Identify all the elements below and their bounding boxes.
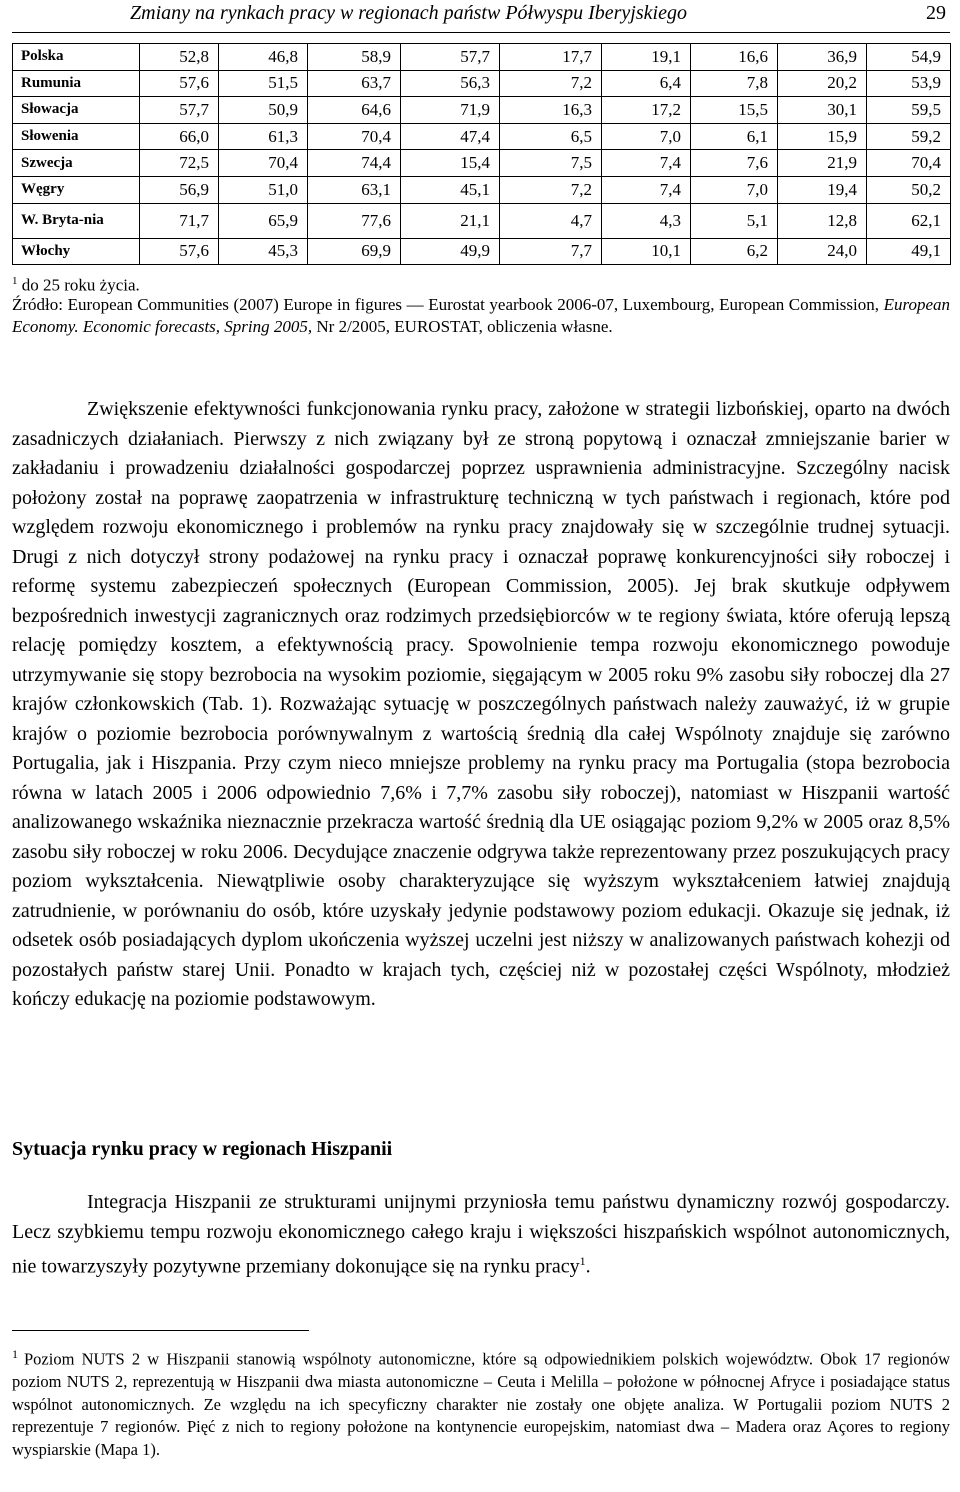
source-text-italic: European Economy. Economic forecasts, Spring 2005, [12,295,950,336]
footnote-text: Poziom NUTS 2 w Hiszpanii stanowią wspólnoty autonomiczne, które są odpowiednikiem polskich województw. Obok 17 regionów poziom NUTS 2, reprezentują w Hiszpanii dwa miasta autonomiczne – Ceuta i Melilla – położone w północnej Afryce i posiadające status wspólnot autonomicznych. Ze względu na ich specyficzny charakter nie zostały one objęte analiza. W Portugalii poziom NUTS 2 reprezentuje 7 regionów. Pięć z nich to regiony położone na kontynencie europejskim, natomiast dwa – Madera oraz Açores to regiony wyspiarskie (Mapa 1). [12,1349,950,1459]
paragraph-2-end: . [585,1255,591,1278]
value-cell: 7,7 [500,238,602,265]
value-cell: 17,7 [500,44,602,71]
value-cell: 30,1 [778,97,867,124]
value-cell: 46,8 [219,44,308,71]
value-cell: 6,4 [602,70,691,97]
value-cell: 77,6 [308,203,401,238]
value-cell: 71,7 [140,203,219,238]
paragraph-1: Zwiększenie efektywności funkcjonowania rynku pracy, założone w strategii lizbońskiej, oparto na dwóch zasadniczych działaniach. Pierwszy z nich związany był ze stroną popytową i oznaczał zmniejszanie barier w zakładaniu i prowadzeniu działalności gospodarczej poprzez usprawnienia administracyjne. Szczególny nacisk położony został na poprawę zaopatrzenia w infrastrukturę techniczną w tych państwach i regionach, które pod względem rozwoju ekonomicznego i problemów na rynku pracy znajdowały się w szczególnie trudnej sytuacji. Drugi z nich dotyczył strony podażowej na rynku pracy i oznaczał poprawę konkurencyjności siły roboczej i reformę systemu zabezpieczeń społecznych (European Commission, 2005). Jej brak skutkuje odpływem bezpośrednich inwestycji zagranicznych oraz rodzimych przedsiębiorców w te regiony świata, które oferują lepszą relację pomiędzy kosztem, a efektywnością pracy. Spowolnienie tempa rozwoju ekonomicznego powoduje utrzymywanie się stopy bezrobocia na wysokim poziomie, sięgającym w 2005 roku 9% zasobu siły roboczej dla 27 krajów członkowskich (Tab. 1). Rozważając sytuację w poszczególnych państwach należy zauważyć, iż w grupie krajów o poziomie bezrobocia porównywalnym z wartością średnią dla całej Wspólnoty znajduje się zarówno Portugalia, jak i Hiszpania. Przy czym nieco mniejsze problemy na rynku pracy ma Portugalia (stopa bezrobocia równa w latach 2005 i 2006 odpowiednio 7,6% i 7,7% zasobu siły roboczej), natomiast w Hiszpanii wartość analizowanego wskaźnika nieznacznie przekracza wartość średnią dla UE osiągając poziom 9,2% w 2005 oraz 8,5% zasobu siły roboczej w roku 2006. Decydujące znaczenie odgrywa także reprezentowany przez poszukujących pracy poziom wykształcenia. Niewątpliwie osoby charakteryzujące się wyższym wykształceniem łatwiej znajdują zatrudnienie, w porównaniu do osób, które uzyskały jedynie podstawowy poziom edukacji. Okazuje się jednak, iż odsetek osób posiadających dyplom ukończenia wyższej uczelni jest niższy w analizowanych państwach kohezji od pozostałych państw starej Unii. Ponadto w krajach tych, częściej niż w pozostałej części Wspólnoty, młodzież kończy edukację na poziomie podstawowym. [12,398,950,1010]
country-cell: Słowacja [13,97,140,124]
country-cell: Włochy [13,238,140,265]
value-cell: 51,5 [219,70,308,97]
value-cell: 7,4 [602,150,691,177]
value-cell: 4,3 [602,203,691,238]
value-cell: 66,0 [140,123,219,150]
value-cell: 16,6 [691,44,778,71]
value-cell: 15,5 [691,97,778,124]
value-cell: 36,9 [778,44,867,71]
value-cell: 56,9 [140,176,219,203]
value-cell: 5,1 [691,203,778,238]
age-note [12,270,950,297]
value-cell: 4,7 [500,203,602,238]
country-cell: Polska [13,44,140,71]
value-cell: 61,3 [219,123,308,150]
page-number: 29 [926,2,946,24]
value-cell: 6,5 [500,123,602,150]
unemployment-table [12,43,951,265]
value-cell: 69,9 [308,238,401,265]
table-row [13,70,951,97]
value-cell: 21,1 [401,203,500,238]
table-row [13,97,951,124]
page-header [12,0,950,33]
paragraph-2 [12,1188,950,1282]
table-row [13,150,951,177]
running-title: Zmiany na rynkach pracy w regionach państw Półwyspu Iberyjskiego [130,2,687,24]
value-cell: 49,1 [867,238,951,265]
value-cell: 7,8 [691,70,778,97]
value-cell: 12,8 [778,203,867,238]
value-cell: 50,2 [867,176,951,203]
value-cell: 7,5 [500,150,602,177]
country-cell: Szwecja [13,150,140,177]
value-cell: 53,9 [867,70,951,97]
value-cell: 7,2 [500,176,602,203]
source-note [12,294,950,338]
value-cell: 74,4 [308,150,401,177]
value-cell: 19,4 [778,176,867,203]
value-cell: 6,1 [691,123,778,150]
value-cell: 16,3 [500,97,602,124]
value-cell: 7,2 [500,70,602,97]
value-cell: 24,0 [778,238,867,265]
value-cell: 71,9 [401,97,500,124]
value-cell: 56,3 [401,70,500,97]
table-row [13,44,951,71]
value-cell: 64,6 [308,97,401,124]
value-cell: 63,7 [308,70,401,97]
value-cell: 45,1 [401,176,500,203]
footnote-separator [12,1330,309,1331]
country-cell: Rumunia [13,70,140,97]
value-cell: 7,0 [602,123,691,150]
country-cell: W. Bryta-nia [13,203,140,238]
value-cell: 47,4 [401,123,500,150]
value-cell: 7,0 [691,176,778,203]
value-cell: 70,4 [308,123,401,150]
age-note-text: do 25 roku życia. [21,275,140,295]
footnote-mark: 1 [12,275,18,287]
table-row [13,238,951,265]
table-row [13,123,951,150]
value-cell: 59,2 [867,123,951,150]
value-cell: 57,7 [401,44,500,71]
value-cell: 20,2 [778,70,867,97]
value-cell: 50,9 [219,97,308,124]
value-cell: 19,1 [602,44,691,71]
footnote-ref: 1 [579,1254,586,1268]
value-cell: 7,6 [691,150,778,177]
footnote [12,1343,950,1461]
table-row [13,203,951,238]
source-text-c: Nr 2/2005, EUROSTAT, obliczenia własne. [312,317,613,336]
table-body [13,44,951,265]
value-cell: 52,8 [140,44,219,71]
value-cell: 57,7 [140,97,219,124]
value-cell: 70,4 [867,150,951,177]
value-cell: 17,2 [602,97,691,124]
value-cell: 65,9 [219,203,308,238]
value-cell: 15,9 [778,123,867,150]
country-cell: Słowenia [13,123,140,150]
value-cell: 59,5 [867,97,951,124]
value-cell: 49,9 [401,238,500,265]
country-cell: Węgry [13,176,140,203]
value-cell: 6,2 [691,238,778,265]
value-cell: 57,6 [140,238,219,265]
section-heading: Sytuacja rynku pracy w regionach Hiszpanii [12,1138,393,1160]
value-cell: 57,6 [140,70,219,97]
value-cell: 63,1 [308,176,401,203]
source-text-a: Źródło: European Communities (2007) Europe in figures — Eurostat yearbook 2006-07, Luxembourg, European Commission, [12,295,884,314]
value-cell: 21,9 [778,150,867,177]
table-row [13,176,951,203]
value-cell: 58,9 [308,44,401,71]
value-cell: 45,3 [219,238,308,265]
footnote-number: 1 [12,1347,18,1361]
paragraph-2-text: Integracja Hiszpanii ze strukturami unijnymi przyniosła temu państwu dynamiczny rozwój gospodarczy. Lecz szybkiemu tempu rozwoju ekonomicznego całego kraju i większości hiszpańskich wspólnot autonomicznych, nie towarzyszyły pozytywne przemiany dokonujące się na rynku pracy [12,1191,950,1278]
value-cell: 54,9 [867,44,951,71]
value-cell: 72,5 [140,150,219,177]
value-cell: 62,1 [867,203,951,238]
value-cell: 7,4 [602,176,691,203]
value-cell: 70,4 [219,150,308,177]
value-cell: 10,1 [602,238,691,265]
value-cell: 51,0 [219,176,308,203]
value-cell: 15,4 [401,150,500,177]
